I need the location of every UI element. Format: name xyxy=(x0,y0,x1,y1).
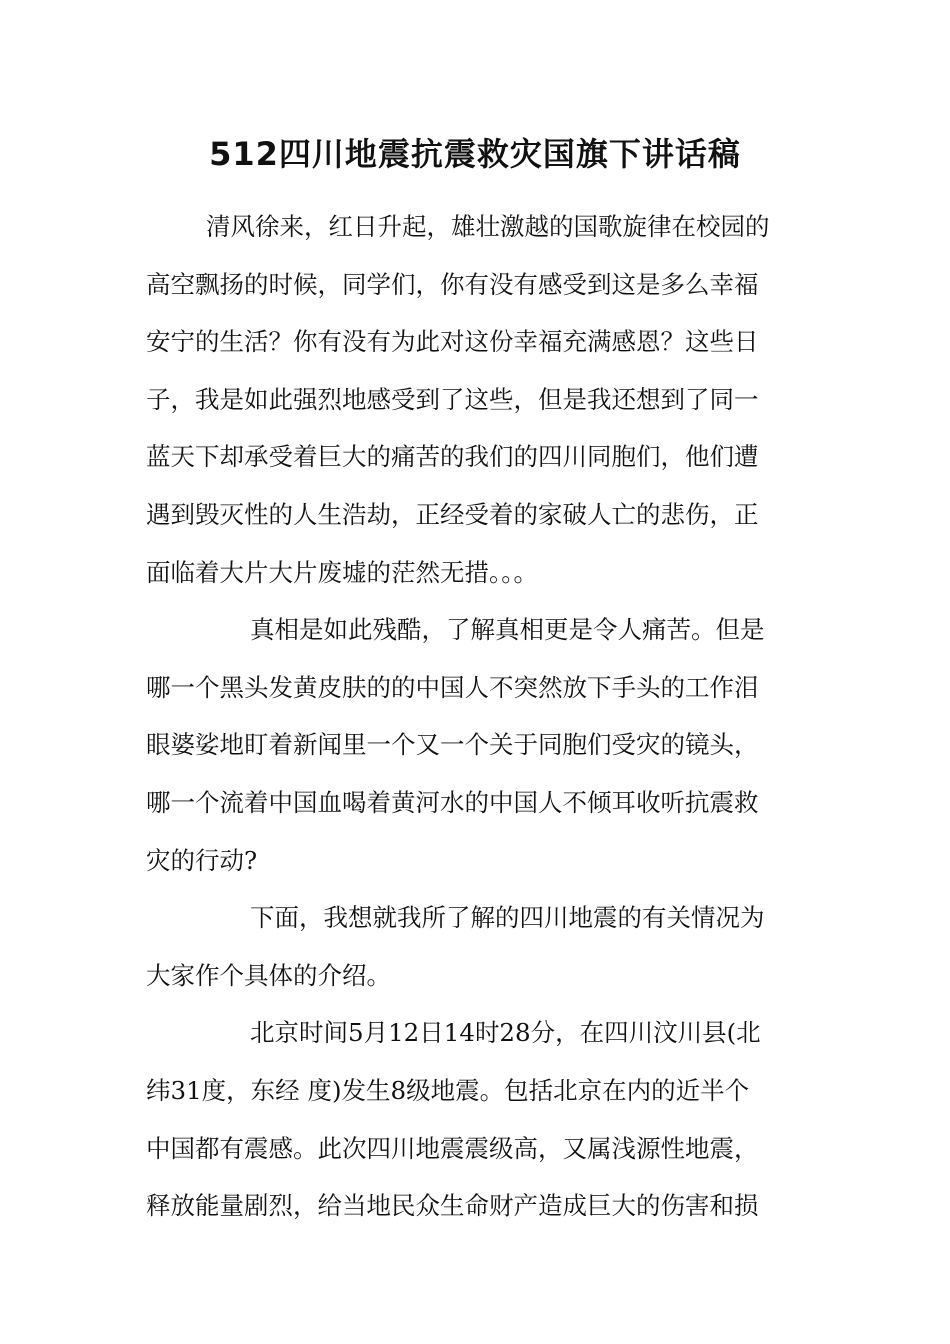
text-line: 清风徐来，红日升起，雄壮激越的国歌旋律在校园的 xyxy=(206,212,770,241)
text-line: 灾的行动? xyxy=(146,845,258,875)
text-line: 释放能量剧烈，给当地民众生命财产造成巨大的伤害和损 xyxy=(146,1191,759,1221)
text-line: 纬31度，东经 度)发生8级地震。包括北京在内的近半个 xyxy=(146,1075,750,1105)
text-line: 下面，我想就我所了解的四川地震的有关情况为 xyxy=(250,903,765,933)
text-line: 蓝天下却承受着巨大的痛苦的我们的四川同胞们，他们遭 xyxy=(146,442,759,472)
text-line: 哪一个流着中国血喝着黄河水的中国人不倾耳收听抗震救 xyxy=(146,787,759,817)
paragraph-truth xyxy=(146,601,811,889)
text-line: 真相是如此残酷，了解真相更是令人痛苦。但是 xyxy=(250,615,765,645)
document-body xyxy=(146,198,811,1235)
paragraph-opening xyxy=(146,198,811,601)
text-line: 面临着大片大片废墟的茫然无措。。。 xyxy=(146,557,538,587)
text-line: 安宁的生活？你有没有为此对这份幸福充满感恩？这些日 xyxy=(146,327,759,357)
document-title: 512四川地震抗震救灾国旗下讲话稿 xyxy=(209,135,741,173)
text-line: 子，我是如此强烈地感受到了这些，但是我还想到了同一 xyxy=(146,384,759,414)
text-line: 北京时间5月12日14时28分，在四川汶川县(北 xyxy=(250,1018,761,1048)
text-line: 高空飘扬的时候，同学们，你有没有感受到这是多么幸福 xyxy=(146,269,759,299)
text-line: 大家作个具体的介绍。 xyxy=(146,960,391,990)
text-line: 遇到毁灭性的人生浩劫，正经受着的家破人亡的悲伤，正 xyxy=(146,499,759,529)
text-line: 哪一个黑头发黄皮肤的的中国人不突然放下手头的工作泪 xyxy=(146,672,759,702)
paragraph-introduction xyxy=(146,889,811,1004)
paragraph-earthquake-facts xyxy=(146,1004,811,1234)
text-line: 中国都有震感。此次四川地震震级高，又属浅源性地震， xyxy=(146,1133,759,1163)
text-line: 眼婆娑地盯着新闻里一个又一个关于同胞们受灾的镜头， xyxy=(146,730,759,760)
